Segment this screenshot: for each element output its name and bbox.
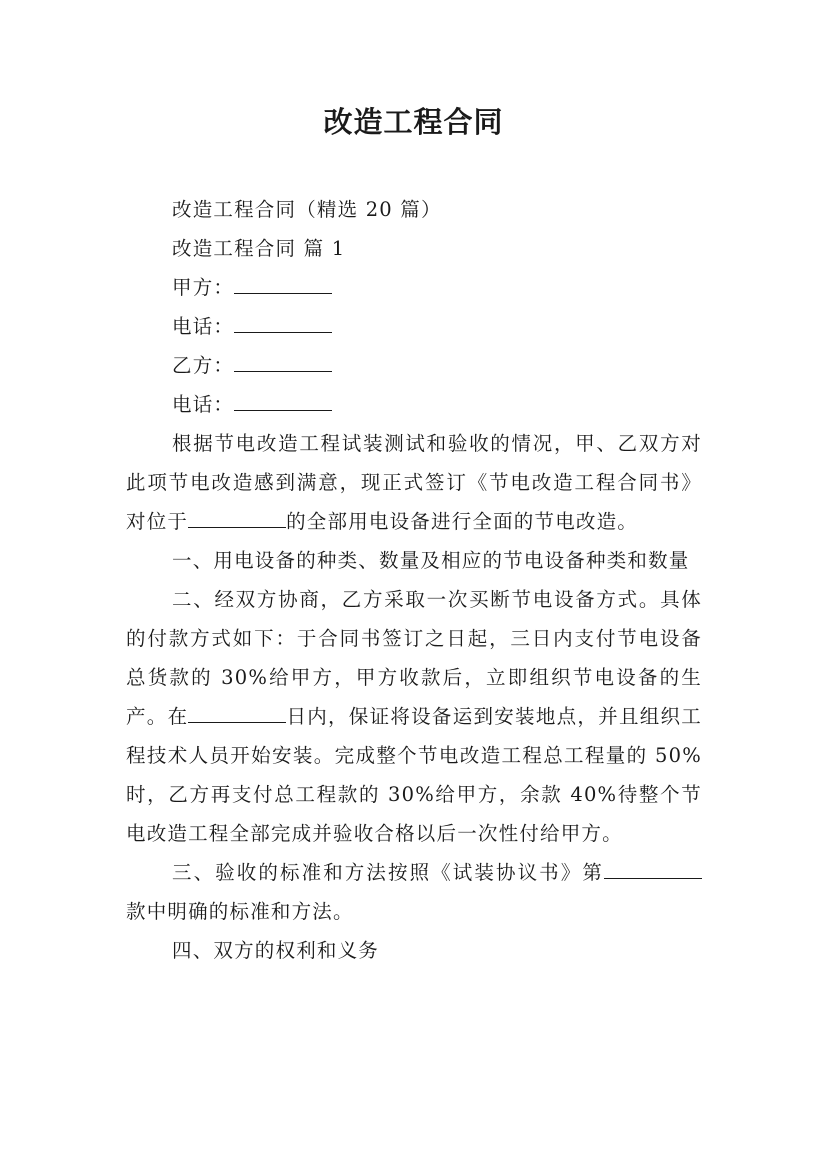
paragraph-intro [126, 424, 702, 541]
party-a-label: 甲方： [172, 276, 235, 299]
location-blank [188, 503, 286, 528]
clause-2-part1: 二、经双方协商，乙方采取一次买断节电设备方式。具体的付款方式如下：于合同书签订之日起，三日内支付节电设备总货款的 30%给甲方，甲方收款后，立即组织节电设备的生产。在 [126, 588, 702, 728]
clause-2 [126, 580, 702, 853]
party-b-blank [234, 347, 332, 372]
clause-4: 四、双方的权利和义务 [172, 939, 380, 962]
document-subtitle: 改造工程合同（精选 20 篇） [172, 198, 442, 221]
phone-b-line [126, 385, 702, 424]
phone-a-line [126, 307, 702, 346]
document-title: 改造工程合同 [323, 105, 504, 139]
document-body [126, 190, 702, 970]
clause-3-part1: 三、验收的标准和方法按照《试装协议书》第 [172, 861, 604, 884]
party-a-line [126, 268, 702, 307]
clause-3-part2: 款中明确的标准和方法。 [126, 900, 354, 923]
party-b-line [126, 346, 702, 385]
phone-a-blank [234, 308, 332, 333]
clause-1: 一、用电设备的种类、数量及相应的节电设备种类和数量 [172, 549, 690, 572]
article-blank [604, 854, 702, 879]
paragraph-intro-part2: 的全部用电设备进行全面的节电改造。 [286, 510, 639, 533]
clause-2-part2: 日内，保证将设备运到安装地点，并且组织工程技术人员开始安装。完成整个节电改造工程总工程量的 50%时，乙方再支付总工程款的 30%给甲方，余款 40%待整个节电改造工程全部完成并验收合格以后一次性付给甲方。 [126, 705, 702, 845]
phone-b-blank [234, 386, 332, 411]
clause-3 [126, 853, 702, 931]
section-heading: 改造工程合同 篇 1 [172, 237, 346, 260]
paragraph-intro-part1: 根据节电改造工程试装测试和验收的情况，甲、乙双方对此项节电改造感到满意，现正式签订《节电改造工程合同书》对位于 [126, 432, 702, 533]
party-b-label: 乙方： [172, 354, 235, 377]
party-a-blank [234, 269, 332, 294]
phone-b-label: 电话： [172, 393, 235, 416]
days-blank [188, 698, 286, 723]
phone-a-label: 电话： [172, 315, 235, 338]
